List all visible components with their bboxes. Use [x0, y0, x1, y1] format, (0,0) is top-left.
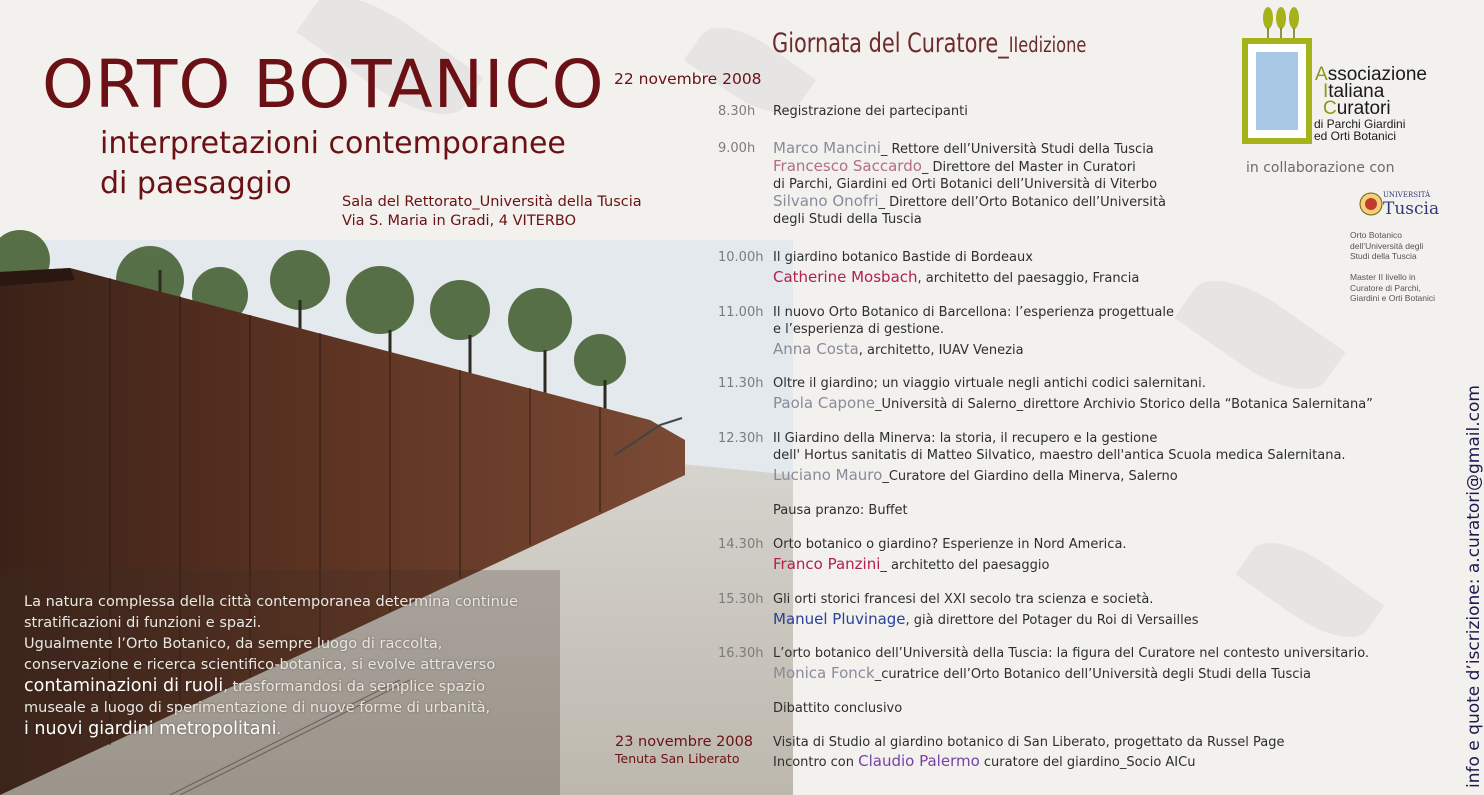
day2-meeting-post: curatore del giardino_Socio AICu: [979, 755, 1196, 770]
contact-text[interactable]: info e quote d’iscrizione: a.curatori@gmail.com: [1464, 385, 1484, 788]
program-title: e l’esperienza di gestione.: [773, 322, 945, 337]
program-title: Il Giardino della Minerva: la storia, il recupero e la gestione: [773, 431, 1158, 446]
partner-note-line: dell’Università degli: [1350, 240, 1424, 251]
event-title-text: Giornata del Curatore_: [772, 28, 1009, 59]
day2-meeting-pre: Incontro con: [773, 755, 859, 770]
venue-line: Via S. Maria in Gradi, 4 VITERBO: [342, 213, 577, 229]
day2-date: 23 novembre 2008: [615, 734, 754, 750]
speaker-role: _curatrice dell’Orto Botanico dell’Università degli Studi della Tuscia: [874, 667, 1311, 682]
intro-emphasis: i nuovi giardini metropolitani: [24, 719, 277, 739]
intro-line: stratificazioni di funzioni e spazi.: [24, 615, 262, 631]
intro-line-rest: .: [276, 722, 282, 738]
university-label: UNIVERSITÀ: [1383, 191, 1431, 199]
aicu-name: [1315, 66, 1427, 117]
logo-word: uratori: [1336, 98, 1391, 119]
speaker-role: _ Rettore dell’Università Studi della Tuscia: [880, 142, 1154, 157]
collaboration-label: in collaborazione con: [1246, 160, 1395, 176]
program-time: 12.30h: [718, 431, 764, 446]
speaker-role: di Parchi, Giardini ed Orti Botanici dell’Università di Viterbo: [773, 177, 1158, 192]
program-title: Dibattito conclusivo: [773, 701, 903, 716]
speaker-role: _ Direttore del Master in Curatori: [921, 160, 1136, 175]
logo-word: ssociazione: [1327, 64, 1427, 85]
speaker-name: Anna Costa: [773, 340, 859, 358]
speaker-role: degli Studi della Tuscia: [773, 212, 922, 227]
intro-line: [24, 719, 584, 741]
speaker-name: Francesco Saccardo: [773, 157, 922, 175]
intro-line: La natura complessa della città contemporanea determina continue: [24, 594, 518, 610]
venue-line: Sala del Rettorato_Università della Tuscia: [342, 194, 642, 210]
partner-note-line: Curatore di Parchi,: [1350, 282, 1421, 293]
speaker-role: , architetto, IUAV Venezia: [858, 343, 1024, 358]
day2-place: Tenuta San Liberato: [615, 751, 740, 766]
speaker-role: _ architetto del paesaggio: [880, 558, 1050, 573]
speaker-role: , architetto del paesaggio, Francia: [917, 271, 1140, 286]
program-time: 15.30h: [718, 592, 764, 607]
speaker-name: Silvano Onofri: [773, 192, 879, 210]
speaker-role: _ Direttore dell’Orto Botanico dell’Università: [878, 195, 1166, 210]
partner-note: [1350, 272, 1435, 304]
day2-visit: Visita di Studio al giardino botanico di San Liberato, progettato da Russel Page: [773, 735, 1285, 750]
intro-text: [24, 592, 584, 741]
intro-line: conservazione e ricerca scientifico-botanica, si evolve attraverso: [24, 657, 496, 673]
program-time: 11.00h: [718, 305, 764, 320]
partner-note-line: Giardini e Orti Botanici: [1350, 293, 1436, 303]
contact-info: [1440, 320, 1484, 790]
partner-note-line: Studi della Tuscia: [1350, 251, 1417, 261]
program-title: Gli orti storici francesi del XXI secolo tra scienza e società.: [773, 592, 1154, 607]
program-title: Pausa pranzo: Buffet: [773, 503, 908, 518]
speaker-role: _Università di Salerno_direttore Archivio Storico della “Botanica Salernitana”: [874, 397, 1373, 412]
logo-initial: A: [1315, 64, 1328, 85]
partner-note: [1350, 230, 1423, 262]
program-title: Oltre il giardino; un viaggio virtuale negli antichi codici salernitani.: [773, 376, 1206, 391]
speaker-name: Manuel Pluvinage: [773, 610, 906, 628]
partner-note-line: Master II livello in: [1350, 272, 1416, 282]
speaker-name: Paola Capone: [773, 394, 875, 412]
program-time: 14.30h: [718, 537, 764, 552]
intro-line: museale a luogo di sperimentazione di nuove forme di urbanità,: [24, 700, 491, 716]
subtitle-line: di paesaggio: [100, 166, 292, 201]
program-title: Orto botanico o giardino? Esperienze in Nord America.: [773, 537, 1127, 552]
speaker-name: Luciano Mauro: [773, 466, 883, 484]
university-name: Tuscia: [1383, 199, 1440, 219]
program-time: 8.30h: [718, 104, 756, 119]
program-time: 9.00h: [718, 141, 756, 156]
event-title: [772, 28, 1086, 59]
subtitle-line: interpretazioni contemporanee: [100, 126, 566, 161]
intro-line-rest: , trasformandosi da semplice spazio: [223, 679, 485, 695]
logo-initial: C: [1323, 98, 1337, 119]
program-title: Il nuovo Orto Botanico di Barcellona: l’esperienza progettuale: [773, 305, 1174, 320]
logo-initial: I: [1323, 81, 1329, 102]
speaker-name: Franco Panzini: [773, 555, 881, 573]
speaker-name: Monica Fonck: [773, 664, 875, 682]
program-title: Registrazione dei partecipanti: [773, 104, 968, 119]
speaker-role: _Curatore del Giardino della Minerva, Salerno: [882, 469, 1178, 484]
intro-line: [24, 676, 584, 698]
aicu-subtitle: [1314, 118, 1405, 142]
program-title: Il giardino botanico Bastide di Bordeaux: [773, 250, 1033, 265]
program-title: dell' Hortus sanitatis di Matteo Silvatico, maestro dell'antica Scuola medica Salernitana.: [773, 448, 1346, 463]
aicu-sub-line: ed Orti Botanici: [1314, 129, 1397, 143]
venue: [342, 193, 642, 231]
program-time: 10.00h: [718, 250, 764, 265]
speaker-role: , già direttore del Potager du Roi di Versailles: [905, 613, 1199, 628]
page-title: ORTO BOTANICO: [42, 46, 605, 123]
partner-note-line: Orto Botanico: [1350, 230, 1402, 240]
program-title: L’orto botanico dell’Università della Tuscia: la figura del Curatore nel contesto universitario.: [773, 646, 1370, 661]
speaker-name: Catherine Mosbach: [773, 268, 918, 286]
logo-word: taliana: [1328, 81, 1385, 102]
intro-line: Ugualmente l’Orto Botanico, da sempre luogo di raccolta,: [24, 636, 443, 652]
program-time: 16.30h: [718, 646, 764, 661]
intro-emphasis: contaminazioni di ruoli: [24, 676, 224, 696]
page-subtitle: [100, 124, 566, 204]
speaker-name: Marco Mancini: [773, 139, 881, 157]
event-date: 22 novembre 2008: [614, 70, 762, 88]
program-time: 11.30h: [718, 376, 764, 391]
speaker-name: Claudio Palermo: [858, 752, 980, 770]
aicu-sub-line: di Parchi Giardini: [1314, 117, 1406, 131]
event-edition: IIedizione: [1008, 33, 1087, 57]
